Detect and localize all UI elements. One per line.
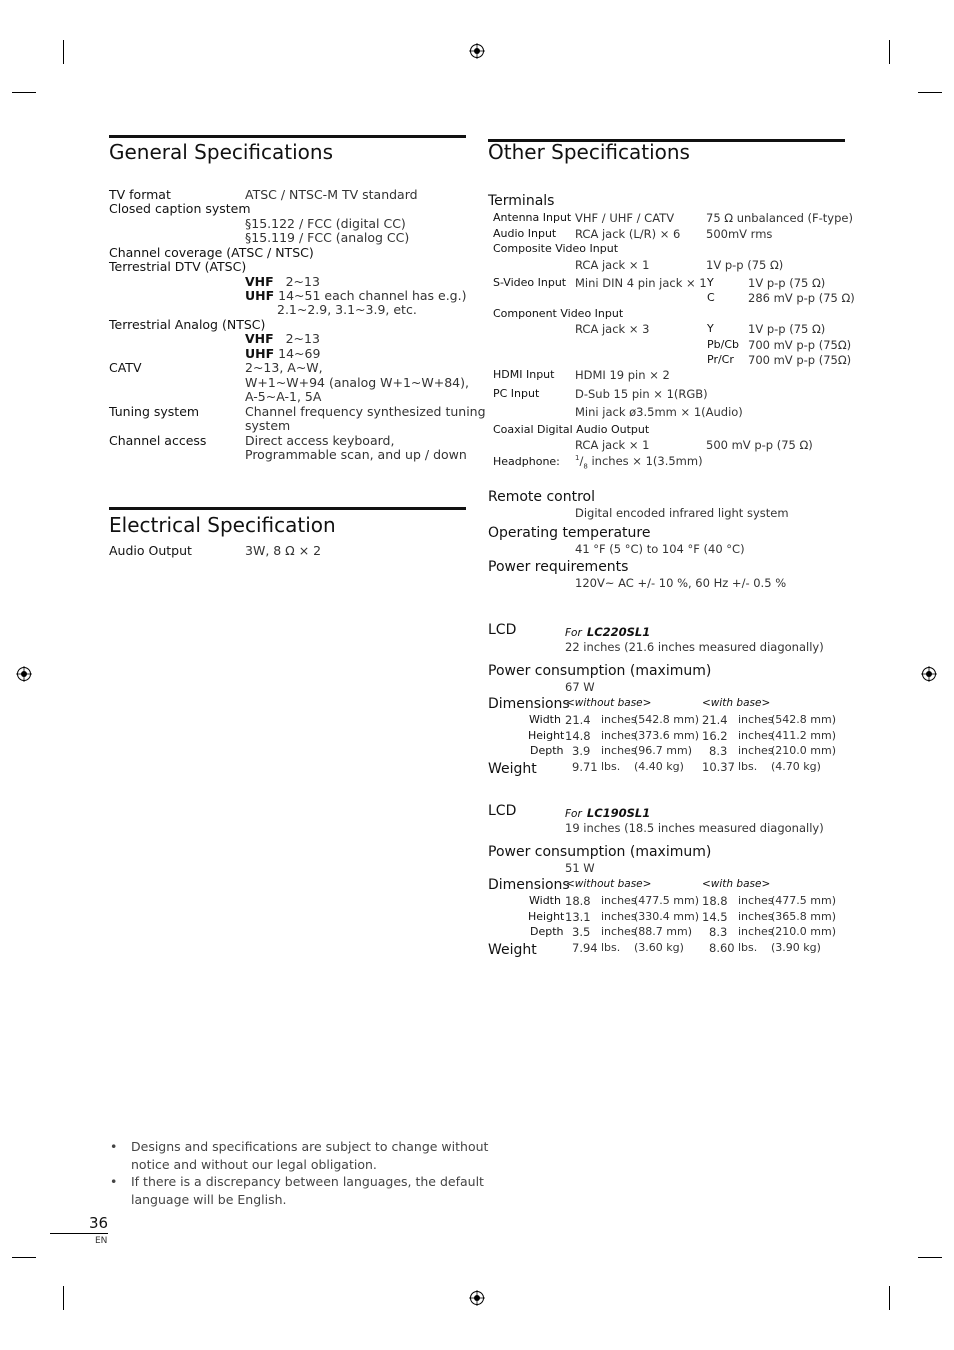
audio-input-v1: RCA jack (L/R) × 6	[575, 227, 681, 241]
pc-input-v2: Mini jack ø3.5mm × 1(Audio)	[575, 405, 743, 419]
tv-format-value: ATSC / NTSC-M TV standard	[245, 187, 418, 202]
dim-metric: (210.0 mm)	[771, 744, 837, 757]
power-consumption-value: 51 W	[565, 861, 595, 875]
uhf-value: 14~51 each channel has e.g.)	[278, 288, 467, 303]
section-rule	[109, 507, 466, 510]
vhf-label: VHF	[245, 274, 274, 289]
dim-unit: inches	[738, 744, 774, 757]
composite-input-label: Composite Video Input	[493, 242, 619, 255]
dim-metric: (542.8 mm)	[634, 713, 700, 726]
power-req-value: 120V~ AC +/- 10 %, 60 Hz +/- 0.5 %	[575, 576, 787, 590]
lcd-label: LCD	[488, 803, 517, 819]
dim-unit: inches	[601, 894, 637, 907]
dim-unit: inches	[601, 713, 637, 726]
power-consumption-heading: Power consumption (maximum)	[488, 663, 712, 679]
coaxial-output-v2: 500 mV p-p (75 Ω)	[706, 438, 813, 452]
weight-unit: lbs.	[601, 941, 621, 954]
dim-metric: (210.0 mm)	[771, 925, 837, 938]
channel-access-value: Direct access keyboard,	[245, 433, 395, 448]
dim-row-label: Depth	[530, 744, 564, 757]
with-base-label: <with base>	[702, 878, 771, 890]
dim-unit: inches	[601, 925, 637, 938]
dim-unit: inches	[738, 713, 774, 726]
catv-value: W+1~W+94 (analog W+1~W+84),	[245, 375, 469, 390]
headphone-value-text: inches × 1(3.5mm)	[587, 454, 703, 468]
other-specs-title: Other Specifications	[488, 140, 690, 164]
closed-caption-label: Closed caption system	[109, 201, 251, 216]
crop-mark	[918, 1257, 942, 1258]
weight-unit: lbs.	[738, 941, 758, 954]
registration-mark-icon	[469, 43, 485, 59]
screen-size: 19 inches (18.5 inches measured diagonally)	[565, 821, 824, 835]
dim-metric: (330.4 mm)	[634, 910, 700, 923]
power-consumption-heading: Power consumption (maximum)	[488, 844, 712, 860]
lcd-label: LCD	[488, 622, 517, 638]
component-input-v1: RCA jack × 3	[575, 322, 650, 336]
weight-unit: lbs.	[738, 760, 758, 773]
remote-control-value: Digital encoded infrared light system	[575, 506, 789, 520]
fraction-denominator: 8	[583, 462, 588, 471]
weight-heading: Weight	[488, 761, 537, 777]
weight-metric: (3.60 kg)	[634, 941, 684, 954]
dim-row-label: Depth	[530, 925, 564, 938]
weight-metric: (4.70 kg)	[771, 760, 821, 773]
tuning-value: Channel frequency synthesized tuning	[245, 404, 486, 419]
dim-unit: inches	[738, 925, 774, 938]
vhf-value: 2~13	[285, 331, 320, 346]
weight-value: 7.94	[572, 941, 598, 955]
component-pb: Pb/Cb	[707, 338, 739, 351]
vhf-label: VHF	[245, 331, 274, 346]
component-pr: Pr/Cr	[707, 353, 734, 366]
channel-coverage-label: Channel coverage (ATSC / NTSC)	[109, 245, 314, 260]
dim-unit: inches	[738, 729, 774, 742]
hdmi-input-label: HDMI Input	[493, 368, 555, 381]
pc-input-label: PC Input	[493, 387, 540, 400]
dim-value: 8.3	[709, 744, 728, 758]
section-rule	[109, 135, 466, 138]
coaxial-output-label: Coaxial Digital Audio Output	[493, 423, 650, 436]
note-text: language will be English.	[131, 1192, 287, 1207]
component-pb-value: 700 mV p-p (75Ω)	[748, 338, 852, 352]
dim-value: 8.3	[709, 925, 728, 939]
dim-unit: inches	[601, 729, 637, 742]
dim-value: 18.8	[702, 894, 728, 908]
terrestrial-analog-label: Terrestrial Analog (NTSC)	[109, 317, 266, 332]
headphone-label: Headphone:	[493, 455, 560, 468]
operating-temp-heading: Operating temperature	[488, 525, 651, 541]
uhf-label: UHF	[245, 288, 275, 303]
headphone-value: $^1/_8$ inches × 1(3.5mm)	[575, 454, 703, 471]
antenna-input-v1: VHF / UHF / CATV	[575, 211, 675, 225]
remote-control-heading: Remote control	[488, 489, 595, 505]
dim-value: 14.5	[702, 910, 728, 924]
without-base-label: <without base>	[566, 878, 652, 890]
channel-access-value: Programmable scan, and up / down	[245, 447, 467, 462]
svideo-c-value: 286 mV p-p (75 Ω)	[748, 291, 855, 305]
antenna-input-label: Antenna Input	[493, 211, 572, 224]
power-req-heading: Power requirements	[488, 559, 629, 575]
dim-unit: inches	[738, 894, 774, 907]
catv-value: 2~13, A~W,	[245, 360, 323, 375]
footer-rule	[50, 1233, 108, 1234]
dim-value: 13.1	[565, 910, 591, 924]
dim-unit: inches	[601, 910, 637, 923]
model-line	[565, 621, 650, 640]
svideo-y: Y	[707, 276, 714, 289]
registration-mark-icon	[469, 1290, 485, 1306]
component-pr-value: 700 mV p-p (75Ω)	[748, 353, 852, 367]
weight-value: 8.60	[709, 941, 735, 955]
dim-metric: (88.7 mm)	[634, 925, 693, 938]
with-base-label: <with base>	[702, 697, 771, 709]
dim-metric: (477.5 mm)	[634, 894, 700, 907]
tuning-label: Tuning system	[109, 404, 200, 419]
catv-value: A-5~A-1, 5A	[245, 389, 322, 404]
operating-temp-value: 41 °F (5 °C) to 104 °F (40 °C)	[575, 542, 745, 556]
svideo-input-label: S-Video Input	[493, 276, 567, 289]
crop-mark	[63, 40, 64, 64]
registration-mark-icon	[921, 666, 937, 682]
tuning-value: system	[245, 418, 291, 433]
power-consumption-value: 67 W	[565, 680, 595, 694]
crop-mark	[12, 1257, 36, 1258]
dim-row-label: Height	[528, 729, 565, 742]
component-y-value: 1V p-p (75 Ω)	[748, 322, 826, 336]
crop-mark	[12, 92, 36, 93]
component-y: Y	[707, 322, 714, 335]
catv-label: CATV	[109, 360, 142, 375]
note-text: notice and without our legal obligation.	[131, 1157, 377, 1172]
terminals-heading: Terminals	[488, 193, 555, 209]
hdmi-input-v1: HDMI 19 pin × 2	[575, 368, 670, 382]
dim-metric: (542.8 mm)	[771, 713, 837, 726]
dim-row-label: Width	[529, 713, 561, 726]
note-text: If there is a discrepancy between languages, the default	[131, 1174, 484, 1189]
dim-unit: inches	[601, 744, 637, 757]
dim-metric: (96.7 mm)	[634, 744, 693, 757]
weight-metric: (4.40 kg)	[634, 760, 684, 773]
component-input-label: Component Video Input	[493, 307, 624, 320]
svideo-y-value: 1V p-p (75 Ω)	[748, 276, 826, 290]
weight-heading: Weight	[488, 942, 537, 958]
audio-output-label: Audio Output	[109, 543, 192, 558]
svideo-input-v1: Mini DIN 4 pin jack × 1	[575, 276, 707, 290]
dim-value: 3.9	[572, 744, 591, 758]
screen-size: 22 inches (21.6 inches measured diagonally)	[565, 640, 824, 654]
analog-uhf	[245, 346, 320, 361]
dim-unit: inches	[738, 910, 774, 923]
channel-access-label: Channel access	[109, 433, 207, 448]
closed-caption-value: §15.122 / FCC (digital CC)	[245, 216, 406, 231]
dim-value: 21.4	[565, 713, 591, 727]
model-number: LC220SL1	[586, 625, 651, 639]
tv-format-label: TV format	[109, 187, 171, 202]
electrical-spec-title: Electrical Specification	[109, 513, 336, 537]
closed-caption-value: §15.119 / FCC (analog CC)	[245, 230, 410, 245]
dtv-uhf-value-2: 2.1~2.9, 3.1~3.9, etc.	[277, 302, 417, 317]
dim-row-label: Height	[528, 910, 565, 923]
dimensions-heading: Dimensions	[488, 877, 570, 893]
composite-input-v2: 1V p-p (75 Ω)	[706, 258, 784, 272]
crop-mark	[63, 1286, 64, 1310]
antenna-input-v2: 75 Ω unbalanced (F-type)	[706, 211, 853, 225]
pc-input-v1: D-Sub 15 pin × 1(RGB)	[575, 387, 708, 401]
audio-output-value: 3W, 8 Ω × 2	[245, 543, 322, 558]
dim-metric: (365.8 mm)	[771, 910, 837, 923]
composite-input-v1: RCA jack × 1	[575, 258, 650, 272]
analog-vhf	[245, 331, 320, 346]
fraction-numerator: 1	[575, 454, 580, 463]
dtv-vhf	[245, 274, 320, 289]
dim-value: 21.4	[702, 713, 728, 727]
note-text: Designs and specifications are subject to change without	[131, 1139, 489, 1154]
dim-value: 3.5	[572, 925, 591, 939]
coaxial-output-v1: RCA jack × 1	[575, 438, 650, 452]
dim-metric: (411.2 mm)	[771, 729, 837, 742]
uhf-label: UHF	[245, 346, 275, 361]
dim-metric: (477.5 mm)	[771, 894, 837, 907]
dim-metric: (373.6 mm)	[634, 729, 700, 742]
weight-metric: (3.90 kg)	[771, 941, 821, 954]
dim-value: 18.8	[565, 894, 591, 908]
note-bullet: •	[110, 1139, 118, 1154]
note-bullet: •	[110, 1174, 118, 1189]
dtv-uhf	[245, 288, 466, 303]
dimensions-heading: Dimensions	[488, 696, 570, 712]
svideo-c: C	[707, 291, 715, 304]
page-number: 36	[89, 1214, 109, 1232]
weight-value: 9.71	[572, 760, 598, 774]
crop-mark	[889, 1286, 890, 1310]
dim-value: 14.8	[565, 729, 591, 743]
dim-row-label: Width	[529, 894, 561, 907]
weight-value: 10.37	[702, 760, 735, 774]
language-code: EN	[95, 1236, 108, 1246]
crop-mark	[889, 40, 890, 64]
audio-input-v2: 500mV rms	[706, 227, 773, 241]
without-base-label: <without base>	[566, 697, 652, 709]
vhf-value: 2~13	[285, 274, 320, 289]
registration-mark-icon	[16, 666, 32, 682]
dim-value: 16.2	[702, 729, 728, 743]
audio-input-label: Audio Input	[493, 227, 557, 240]
crop-mark	[918, 92, 942, 93]
uhf-value: 14~69	[278, 346, 321, 361]
weight-unit: lbs.	[601, 760, 621, 773]
for-label: For	[565, 627, 582, 639]
for-label: For	[565, 808, 582, 820]
model-number: LC190SL1	[586, 806, 651, 820]
terrestrial-dtv-label: Terrestrial DTV (ATSC)	[109, 259, 247, 274]
model-line	[565, 802, 650, 821]
general-specs-title: General Specifications	[109, 140, 334, 164]
